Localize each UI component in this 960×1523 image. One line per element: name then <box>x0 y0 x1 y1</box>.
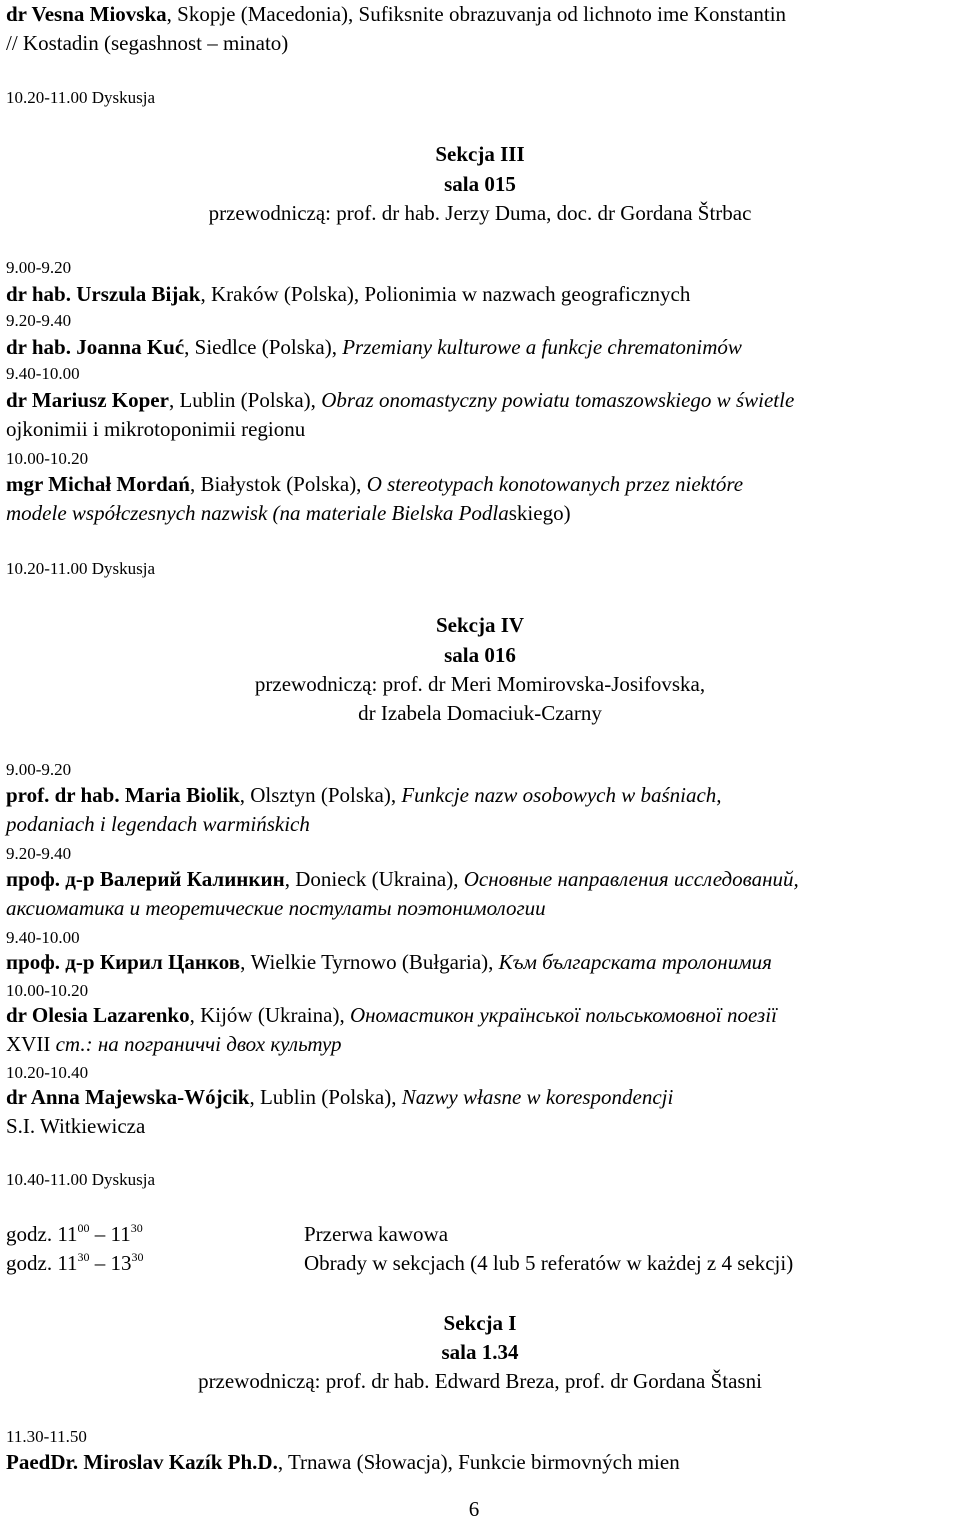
speaker-place: , Lublin (Polska), <box>249 1085 402 1109</box>
talk-title: Funkcje nazw osobowych w baśniach, <box>401 783 722 807</box>
talk-title-part: skiego) <box>508 501 571 525</box>
talk-title-cont <box>6 1030 342 1058</box>
speaker-name: dr Vesna Miovska <box>6 2 167 26</box>
talk-title: Polionimia w nazwach geograficznych <box>364 282 691 306</box>
discussion-time: 10.40-11.00 Dyskusja <box>6 1170 156 1189</box>
schedule-event: Przerwa kawowa <box>304 1222 449 1246</box>
talk-title-cont <box>6 499 571 527</box>
talk-title-part: modele współczesnych nazwisk (na materiale Bielska Podla <box>6 501 509 525</box>
section-title: Sekcja III <box>435 142 525 166</box>
schedule-mid: – 11 <box>89 1222 131 1246</box>
talk-title: Nazwy własne w korespondencji <box>401 1085 674 1109</box>
speaker-place: , Kijów (Ukraina), <box>189 1003 350 1027</box>
talk-entry <box>6 1083 673 1111</box>
speaker-name: проф. д-р Кирил Цанков <box>6 950 241 974</box>
section-chairs-cont: dr Izabela Domaciuk-Czarny <box>358 701 602 725</box>
talk-time: 9.20-9.40 <box>6 844 72 863</box>
talk-time: 9.40-10.00 <box>6 928 80 947</box>
talk-title-part: ст.: на пограниччі двох культур <box>55 1032 342 1056</box>
talk-entry <box>6 781 722 809</box>
talk-title: Към българската тролонимия <box>498 950 772 974</box>
talk-entry <box>6 948 772 976</box>
speaker-name: dr hab. Joanna Kuć <box>6 335 185 359</box>
talk-title-cont: // Kostadin (segashnost – minato) <box>6 31 289 55</box>
speaker-name: проф. д-р Валерий Калинкин <box>6 867 285 891</box>
speaker-name: dr hab. Urszula Bijak <box>6 282 201 306</box>
talk-entry <box>6 386 794 414</box>
schedule-row <box>6 1249 794 1277</box>
speaker-place: , Olsztyn (Polska), <box>239 783 402 807</box>
schedule-sup: 30 <box>130 1221 143 1235</box>
speaker-place: , Białystok (Polska), <box>189 472 367 496</box>
section-chairs: przewodniczą: prof. dr Meri Momirovska-Josifovska, <box>254 672 706 696</box>
talk-entry <box>6 865 799 893</box>
talk-entry <box>6 1448 680 1476</box>
discussion-time: 10.20-11.00 Dyskusja <box>6 559 156 578</box>
speaker-name: dr Olesia Lazarenko <box>6 1003 190 1027</box>
speaker-name: dr Anna Majewska-Wójcik <box>6 1085 250 1109</box>
section-chairs: przewodniczą: prof. dr hab. Edward Breza, prof. dr Gordana Štasni <box>198 1369 762 1393</box>
talk-title: Основные направления исследований, <box>463 867 799 891</box>
talk-title: O stereotypach konotowanych przez niektóre <box>366 472 744 496</box>
speaker-place: , Kraków (Polska), <box>200 282 365 306</box>
talk-title-cont: S.I. Witkiewicza <box>6 1114 146 1138</box>
talk-entry <box>6 0 786 28</box>
talk-title: Przemiany kulturowe a funkcje chrematonimów <box>342 335 742 359</box>
talk-entry <box>6 280 690 308</box>
talk-time: 9.20-9.40 <box>6 311 72 330</box>
schedule-time <box>6 1251 144 1275</box>
talk-time: 11.30-11.50 <box>6 1427 87 1446</box>
section-room: sala 015 <box>444 172 516 196</box>
talk-entry <box>6 333 742 361</box>
speaker-place: , Lublin (Polska), <box>168 388 322 412</box>
talk-time: 9.00-9.20 <box>6 760 72 779</box>
speaker-name: dr Mariusz Koper <box>6 388 169 412</box>
section-title: Sekcja IV <box>435 613 525 637</box>
talk-entry <box>6 470 743 498</box>
speaker-name: mgr Michał Mordań <box>6 472 190 496</box>
talk-title-cont: аксиоматика и теоретические постулаты поэтонимологии <box>6 896 546 920</box>
speaker-place: , Donieck (Ukraina), <box>284 867 464 891</box>
discussion-time: 10.20-11.00 Dyskusja <box>6 88 156 107</box>
talk-time: 10.20-10.40 <box>6 1063 89 1082</box>
talk-title-cont: ojkonimii i mikrotoponimii regionu <box>6 417 306 441</box>
section-title: Sekcja I <box>443 1311 517 1335</box>
talk-time: 9.40-10.00 <box>6 364 80 383</box>
schedule-sup: 00 <box>77 1221 90 1235</box>
schedule-label: godz. 11 <box>6 1222 78 1246</box>
talk-entry <box>6 1001 777 1029</box>
section-room: sala 016 <box>444 643 516 667</box>
schedule-time <box>6 1222 143 1246</box>
schedule-sup: 30 <box>131 1250 144 1264</box>
schedule-row <box>6 1220 449 1248</box>
speaker-name: prof. dr hab. Maria Biolik <box>6 783 240 807</box>
speaker-name: PaedDr. Miroslav Kazík Ph.D. <box>6 1450 278 1474</box>
speaker-place: , Trnawa (Słowacja), <box>277 1450 459 1474</box>
talk-title: Obraz onomastyczny powiatu tomaszowskiego w świetle <box>321 388 795 412</box>
talk-title-cont: podaniach i legendach warmińskich <box>6 812 310 836</box>
page-number: 6 <box>468 1497 480 1521</box>
speaker-place: , Skopje (Macedonia), Sufiksnite obrazuvanja od lichnoto ime Konstantin <box>166 2 787 26</box>
schedule-event: Obrady w sekcjach (4 lub 5 referatów w każdej z 4 sekcji) <box>304 1251 794 1275</box>
schedule-label: godz. 11 <box>6 1251 78 1275</box>
schedule-sup: 30 <box>77 1250 90 1264</box>
talk-time: 10.00-10.20 <box>6 449 89 468</box>
schedule-mid: – 13 <box>89 1251 132 1275</box>
talk-title: Ономастикон української польськомовної поезії <box>349 1003 777 1027</box>
talk-time: 10.00-10.20 <box>6 981 89 1000</box>
talk-title-part: XVII <box>6 1032 56 1056</box>
speaker-place: , Siedlce (Polska), <box>184 335 343 359</box>
section-room: sala 1.34 <box>441 1340 519 1364</box>
talk-time: 9.00-9.20 <box>6 258 72 277</box>
section-chairs: przewodniczą: prof. dr hab. Jerzy Duma, doc. dr Gordana Štrbac <box>208 201 752 225</box>
speaker-place: , Wielkie Tyrnowo (Bułgaria), <box>240 950 499 974</box>
talk-title: Funkcie birmovných mien <box>458 1450 680 1474</box>
